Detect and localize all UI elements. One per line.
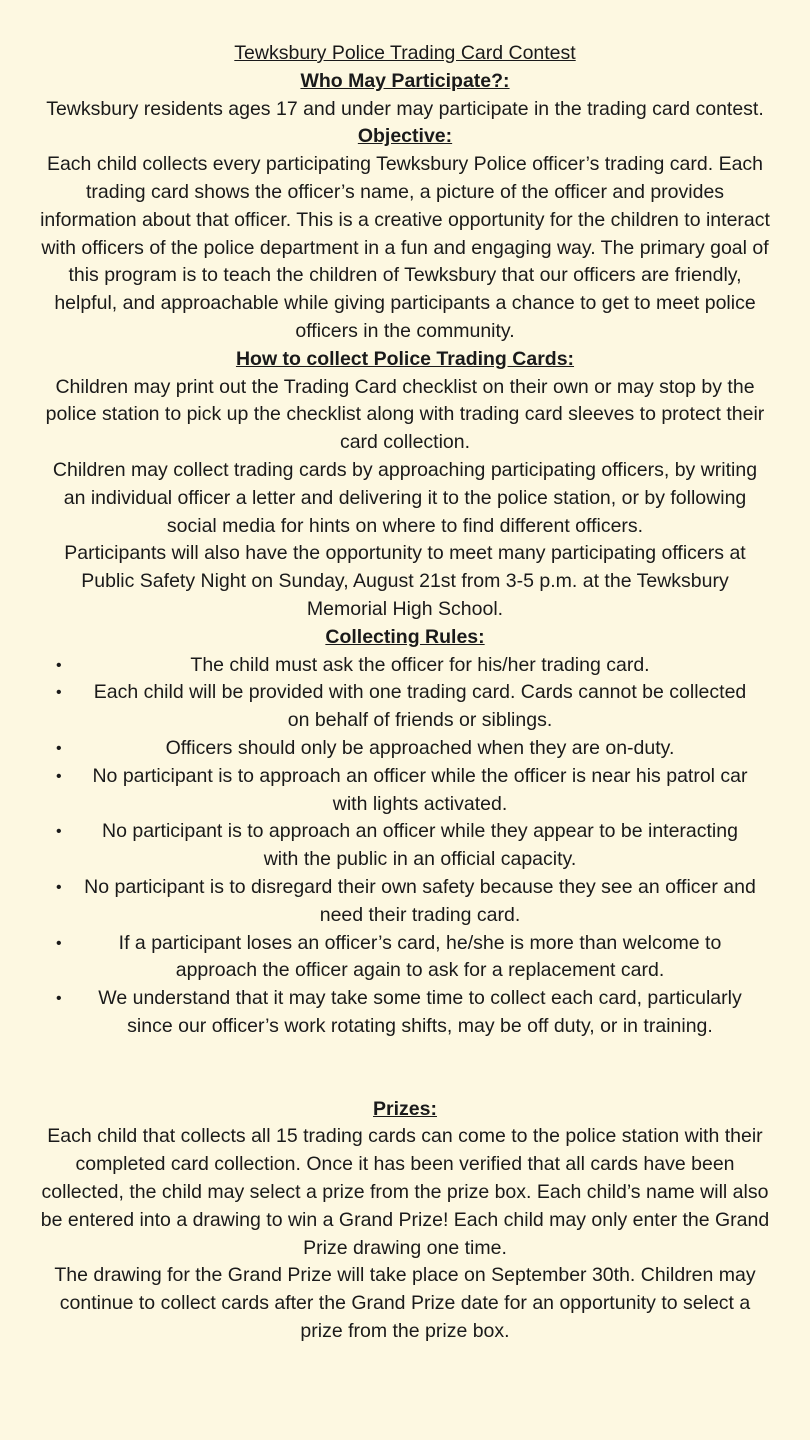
prizes-heading: Prizes: — [373, 1097, 437, 1120]
rule-text: If a participant loses an officer’s card, he/she is more than welcome to approach the officer again to ask for a replacement card. — [118, 931, 722, 982]
rule-text: Officers should only be approached when they are on-duty. — [165, 736, 675, 759]
who-heading: Who May Participate?: — [300, 69, 510, 92]
how-heading: How to collect Police Trading Cards: — [235, 347, 575, 370]
bullet-icon: • — [56, 684, 62, 702]
rules-heading: Collecting Rules: — [325, 625, 485, 648]
objective-heading: Objective: — [357, 125, 453, 148]
rule-text: Each child will be provided with one trading card. Cards cannot be collected on behalf of friends or siblings. — [93, 681, 747, 732]
how-paragraph: Children may collect trading cards by approaching participating officers, by writing an individual officer a letter and delivering it to the police station, or by following social media for hints on where to find different officers. — [52, 458, 758, 537]
rule-item — [40, 874, 770, 930]
how-paragraph: Participants will also have the opportunity to meet many participating officers at Public Safety Night on Sunday, August 21st from 3-5 p.m. at the Tewksbury Memorial High School. — [64, 542, 746, 620]
rule-text: No participant is to disregard their own safety because they see an officer and need their trading card. — [84, 875, 756, 926]
rules-list — [40, 652, 770, 1041]
bullet-icon: • — [56, 878, 62, 896]
document-title: Tewksbury Police Trading Card Contest — [234, 42, 576, 64]
bullet-icon: • — [56, 739, 62, 757]
bullet-icon: • — [56, 767, 62, 785]
rule-item — [40, 818, 770, 874]
rule-item — [40, 735, 770, 763]
rule-text: No participant is to approach an officer while they appear to be interacting with the public in an official capacity. — [102, 820, 738, 871]
bullet-icon: • — [56, 934, 62, 952]
objective-text: Each child collects every participating Tewksbury Police officer’s trading card. Each trading card shows the officer’s name, a picture of the officer and provides information about that officer. This is a creative opportunity for the children to interact with officers of the police department in a fun and engaging way. The primary goal of this program is to teach the children of Tewksbury that our officers are friendly, helpful, and approachable while giving participants a chance to get to meet police officers in the community. — [40, 153, 770, 342]
rule-text: We understand that it may take some time to collect each card, particularly since our officer’s work rotating shifts, may be off duty, or in training. — [98, 987, 742, 1037]
rule-item — [40, 679, 770, 735]
rule-text: No participant is to approach an officer while the officer is near his patrol car with lights activated. — [92, 764, 748, 815]
rule-text: The child must ask the officer for his/her trading card. — [190, 653, 650, 676]
who-text: Tewksbury residents ages 17 and under may participate in the trading card contest. — [46, 97, 764, 120]
prizes-paragraph: Each child that collects all 15 trading cards can come to the police station with their completed card collection. Once it has been verified that all cards have been collected, the child may select a prize from the prize box. Each child’s name will also be entered into a drawing to win a Grand Prize! Each child may only enter the Grand Prize drawing one time. — [40, 1125, 770, 1259]
how-paragraph: Children may print out the Trading Card checklist on their own or may stop by the police station to pick up the checklist along with trading card sleeves to protect their card collection. — [45, 375, 765, 454]
bullet-icon: • — [56, 990, 62, 1008]
rule-item — [40, 985, 770, 1041]
prizes-paragraph: The drawing for the Grand Prize will take place on September 30th. Children may continue to collect cards after the Grand Prize date for an opportunity to select a prize from the prize box. — [54, 1264, 756, 1343]
rule-item — [40, 763, 770, 819]
bullet-icon: • — [56, 656, 62, 674]
section-spacer — [40, 1041, 770, 1096]
rule-item — [40, 652, 770, 680]
bullet-icon: • — [56, 823, 62, 841]
rule-item — [40, 930, 770, 986]
